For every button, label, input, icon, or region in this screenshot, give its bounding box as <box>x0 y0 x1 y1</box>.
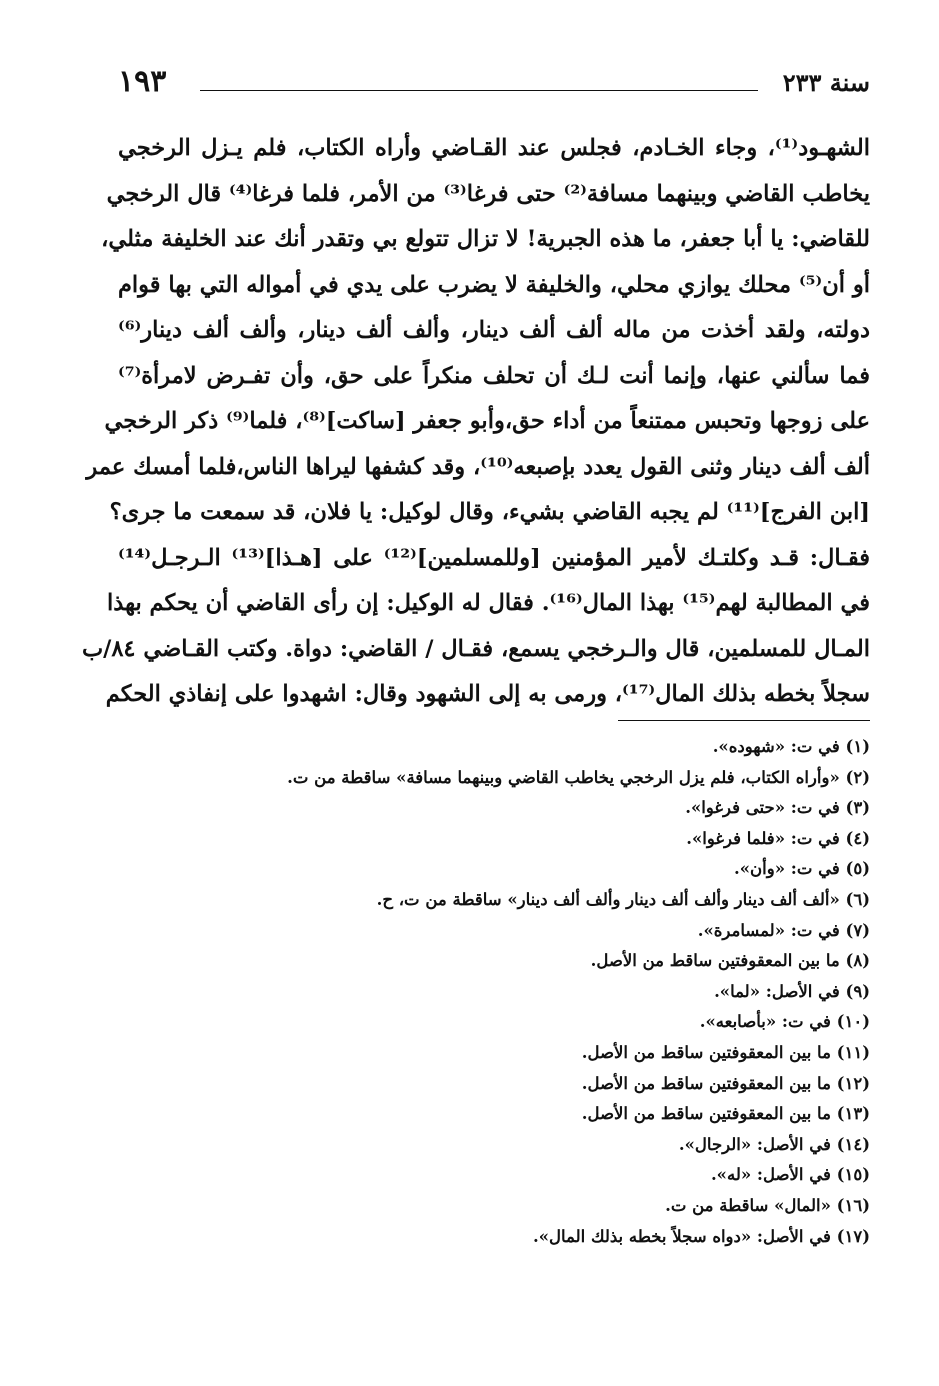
footnote: (٩) في الأصل: «لما». <box>714 981 870 1001</box>
footnote: (٢) «وأراه الكتاب، فلم يزل الرخجي يخاطب القاضي وبينهما مسافة» ساقطة من ت. <box>287 767 870 787</box>
footnote: (١٢) ما بين المعقوفتين ساقط من الأصل. <box>581 1073 870 1093</box>
footnote: (٣) في ت: «حتى فرغوا». <box>685 798 870 818</box>
footnote-separator <box>618 720 870 721</box>
footnote: (١٦) «المال» ساقطة من ت. <box>665 1195 870 1215</box>
footnote: (١١) ما بين المعقوفتين ساقط من الأصل. <box>581 1042 870 1062</box>
text-line: [ابن الفرج]⁽¹¹⁾ لم يجبه القاضي بشيء، وقال لوكيل: يا فلان، قد سمعت ما جرى؟ <box>109 499 870 525</box>
text-line: للقاضي: يا أبا جعفر، ما هذه الجبرية! لا تزال تتولع بي وتقدر أنك عند الخليفة مثلي، <box>101 226 870 252</box>
footnote: (١٥) في الأصل: «له». <box>710 1165 870 1185</box>
page-number: ١٩٣ <box>118 64 167 99</box>
footnotes <box>118 732 870 1252</box>
footnote: (٨) ما بين المعقوفتين ساقط من الأصل. <box>590 951 870 971</box>
footnote: (٥) في ت: «وأن». <box>733 859 870 879</box>
footnote: (٤) في ت: «فلما فرغوا». <box>686 828 870 848</box>
page-header <box>118 64 870 104</box>
text-line: في المطالبة لهم⁽¹⁵⁾ بهذا المال⁽¹⁶⁾. فقال له الوكيل: إن رأى القاضي أن يحكم بهذا <box>107 590 870 616</box>
footnote: (١٤) في الأصل: «الرجال». <box>678 1134 870 1154</box>
footnote: (٧) في ت: «لمسامرة». <box>697 920 870 940</box>
text-line: أو أن⁽⁵⁾ محلك يوازي محلي، والخليفة لا يضرب على يدي في أمواله التي بها قوام <box>118 271 870 298</box>
footnote: (١٣) ما بين المعقوفتين ساقط من الأصل. <box>581 1104 870 1124</box>
text-line: فما سألني عنها، وإنما أنت لـك أن تحلف منكراً على حق، وأن تفـرض لامرأة⁽⁷⁾ <box>118 362 870 389</box>
footnote: (٦) «ألف ألف دينار وألف ألف دينار وألف ألف دينار» ساقطة من ت، ح. <box>376 889 870 909</box>
text-line: ألف ألف دينار وثنى القول يعدد بإصبعه⁽¹⁰⁾، وقد كشفها ليراها الناس،فلما أمسك عمر <box>86 453 870 480</box>
text-line: سجلاً بخطه بذلك المال⁽¹⁷⁾، ورمى به إلى الشهود وقال: اشهدوا على إنفاذي الحكم <box>105 681 870 707</box>
running-head-year: سنة ٢٣٣ <box>782 68 870 97</box>
footnote: (١٠) في ت: «بأصابعه». <box>699 1012 870 1032</box>
main-text <box>81 126 870 718</box>
text-line: يخاطب القاضي وبينهما مسافة⁽²⁾ حتى فرغا⁽³⁾ من الأمر، فلما فرغا⁽⁴⁾ قال الرخجي <box>106 180 870 207</box>
text-line: على زوجها وتحبس ممتنعاً من أداء حق،وأبو جعفر [ساكت]⁽⁸⁾، فلما⁽⁹⁾ ذكر الرخجي <box>104 408 870 434</box>
text-line: دولته، ولقد أخذت من ماله ألف ألف دينار، وألف ألف دينار، وألف ألف دينار⁽⁶⁾ <box>118 317 870 343</box>
footnote: (١٧) في الأصل: «دواه سجلاً بخطه بذلك المال». <box>532 1226 870 1246</box>
footnote: (١) في ت: «شهوده». <box>712 737 870 756</box>
text-line: فقـال: قـد وكلتـك لأمير المؤمنين [وللمسلمين]⁽¹²⁾ على [هـذا]⁽¹³⁾ الـرجـل⁽¹⁴⁾ <box>118 544 870 571</box>
text-line: الشهـود⁽¹⁾، وجاء الخـادم، فجلس عند القـاضي وأراه الكتاب، فلم يـزل الرخجي <box>118 135 870 161</box>
header-rule <box>200 90 758 91</box>
text-line: المـال للمسلمين، قال والـرخجي يسمع، فقـال / القاضي: دواة. وكتب القـاضي ٨٤/ب <box>81 635 870 662</box>
